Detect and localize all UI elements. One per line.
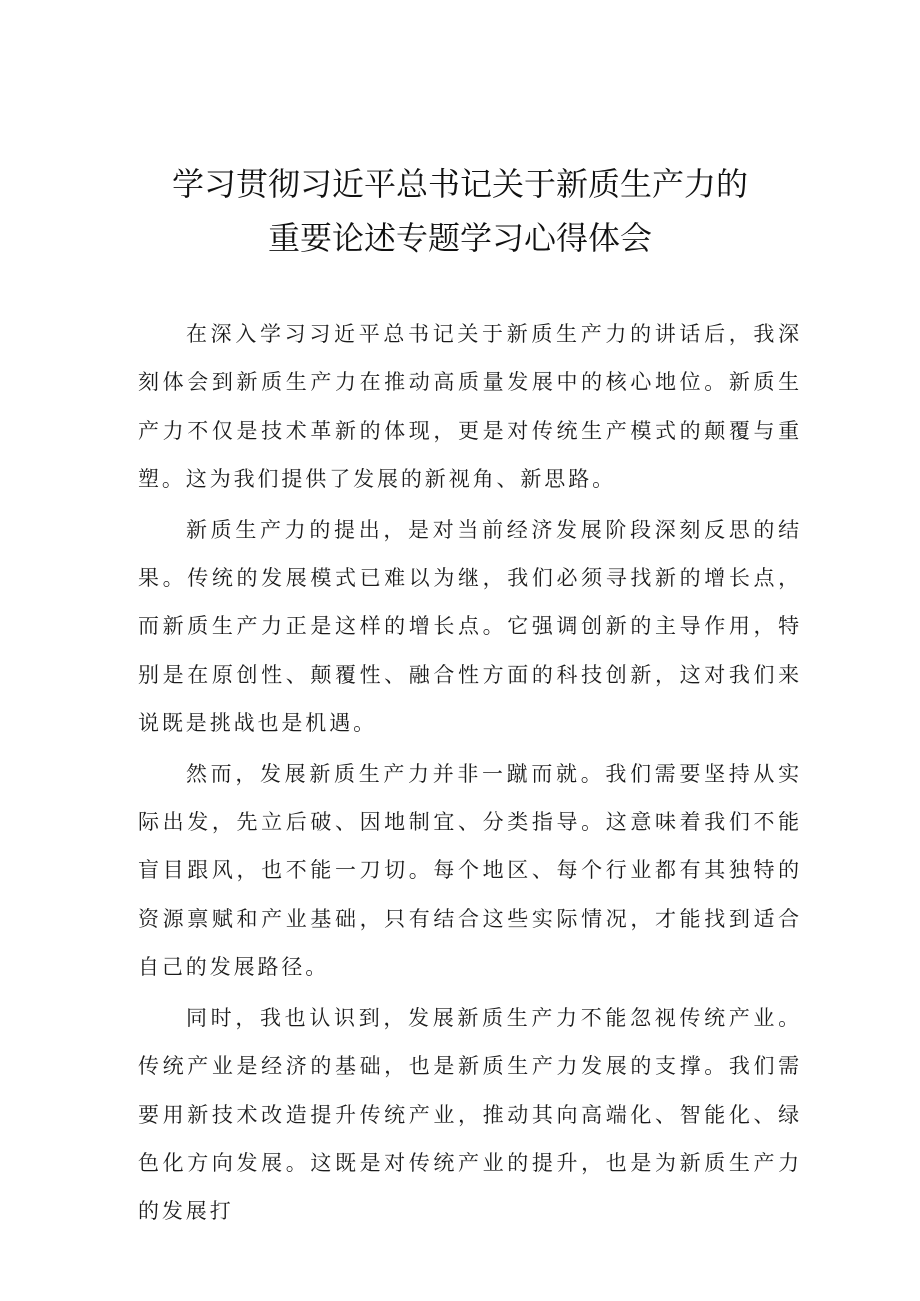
paragraph-3: 然而，发展新质生产力并非一蹴而就。我们需要坚持从实际出发，先立后破、因地制宜、分类指导。这意味着我们不能盲目跟风，也不能一刀切。每个地区、每个行业都有其独特的资源禀赋和产业基础，只有结合这些实际情况，才能找到适合自己的发展路径。 — [138, 761, 802, 980]
paragraph-2: 新质生产力的提出，是对当前经济发展阶段深刻反思的结果。传统的发展模式已难以为继，我们必须寻找新的增长点，而新质生产力正是这样的增长点。它强调创新的主导作用，特别是在原创性、颠覆性、融合性方面的科技创新，这对我们来说既是挑战也是机遇。 — [138, 517, 802, 736]
body-text — [138, 310, 802, 1238]
paragraph-4: 同时，我也认识到，发展新质生产力不能忽视传统产业。传统产业是经济的基础，也是新质生产力发展的支撑。我们需要用新技术改造提升传统产业，推动其向高端化、智能化、绿色化方向发展。这既是对传统产业的提升，也是为新质生产力的发展打 — [138, 1005, 802, 1224]
title-line-2: 重要论述专题学习心得体会 — [267, 219, 652, 257]
title-line-1: 学习贯彻习近平总书记关于新质生产力的 — [171, 165, 748, 203]
paragraph-1: 在深入学习习近平总书记关于新质生产力的讲话后，我深刻体会到新质生产力在推动高质量发展中的核心地位。新质生产力不仅是技术革新的体现，更是对传统生产模式的颠覆与重塑。这为我们提供了发展的新视角、新思路。 — [138, 322, 802, 492]
